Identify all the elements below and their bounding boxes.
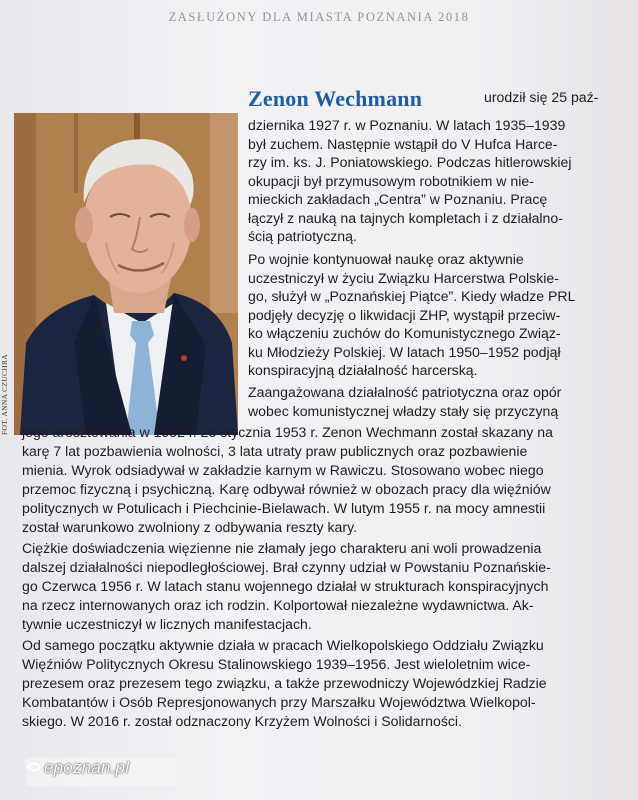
- text-line: przemoc fizyczną i psychiczną. Karę odbywał również w obozach pracy dla więźniów: [22, 481, 551, 497]
- text-line: politycznych w Potulicach i Piechcinie-Bielawach. W lutym 1955 r. na mocy amnestii: [22, 500, 546, 516]
- text-line: rzy im. ks. J. Poniatowskiego. Podczas hitlerowskiej: [248, 154, 572, 170]
- text-line: ścią patriotyczną.: [248, 228, 357, 244]
- page-header: ZASŁUŻONY DLA MIASTA POZNANIA 2018: [168, 10, 470, 24]
- text-line: Od samego początku aktywnie działa w pracach Wielkopolskiego Oddziału Związku: [22, 637, 544, 653]
- text-line: konspiracyjną działalność harcerską.: [248, 362, 478, 378]
- text-line: skiego. W 2016 r. został odznaczony Krzyżem Wolności i Solidarności.: [22, 713, 462, 729]
- text-line: urodził się 25 paź-: [484, 89, 599, 105]
- text-line: na rzecz internowanych oraz ich rodzin. Kolportował niezależne wydawnictwa. Ak-: [22, 597, 534, 613]
- text-line: wobec komunistycznej władzy stały się przyczyną: [248, 402, 559, 419]
- text-line: Zaangażowana działalność patriotyczna oraz opór: [248, 384, 562, 400]
- text-line: ku Młodzieży Polskiej. W latach 1950–1952 podjął: [248, 343, 561, 360]
- text-line: dziernika 1927 r. w Poznaniu. W latach 1935–1939: [248, 117, 566, 133]
- text-line: podjęły decyzję o likwidacji ZHP, wystąpił przeciw-: [248, 306, 561, 323]
- photo-credit: FOT. ANNA CZUCHRA: [0, 353, 9, 435]
- person-name: Zenon Wechmann: [248, 86, 423, 111]
- text-line: Kombatantów i Osób Represjonowanych przy Marszałku Województwa Wielkopol-: [22, 694, 536, 710]
- text-line: ko włączeniu zuchów do Komunistycznego Związ-: [248, 325, 561, 341]
- portrait-photo: [14, 113, 238, 435]
- text-line: go Czerwca 1956 r. W latach stanu wojennego działał w strukturach konspiracyjnych: [22, 578, 549, 594]
- text-line: mienia. Wyrok odsiadywał w zakładzie karnym w Rawiczu. Stosowano wobec niego: [22, 462, 544, 478]
- text-line: jego aresztowania w 1952 r. 23 stycznia 1953 r. Zenon Wechmann został skazany na: [22, 424, 553, 440]
- text-line: łączył z nauką na tajnych kompletach i z działalno-: [248, 209, 563, 226]
- text-line: Ciężkie doświadczenia więzienne nie złamały jego charakteru ani woli prowadzenia: [22, 540, 542, 556]
- text-line: okupacji był przymusowym robotnikiem w nie-: [248, 172, 534, 189]
- text-line: tywnie uczestniczył w licznych manifestacjach.: [22, 616, 312, 632]
- text-line: mieckich zakładach „Centra” w Poznaniu. Pracę: [248, 191, 548, 207]
- watermark-text: epoznan.pl: [44, 758, 130, 777]
- epoznan-logo-icon: [26, 758, 42, 778]
- text-line: uczestniczył w życiu Związku Harcerstwa Polskie-: [248, 269, 559, 286]
- text-line: dalszej działalności niepodległościowej. Brał czynny udział w Powstaniu Poznańskie-: [22, 559, 551, 575]
- text-line: karę 7 lat pozbawienia wolności, 3 lata utraty praw publicznych oraz pozbawienie: [22, 443, 528, 459]
- text-line: go, służył w „Poznańskiej Piątce”. Kiedy władze PRL: [248, 288, 576, 304]
- text-line: został warunkowo zwolniony z odbywania reszty kary.: [22, 519, 358, 535]
- text-line: Więźniów Politycznych Okresu Stalinowskiego 1939–1956. Jest wieloletnim wice-: [22, 656, 531, 672]
- text-line: Po wojnie kontynuował naukę oraz aktywnie: [248, 251, 524, 267]
- text-line: prezesem oraz prezesem tego związku, a także przewodniczy Wojewódzkiej Radzie: [22, 675, 547, 691]
- site-watermark: [26, 758, 176, 786]
- text-line: był zuchem. Następnie wstąpił do V Hufca Harce-: [248, 135, 558, 152]
